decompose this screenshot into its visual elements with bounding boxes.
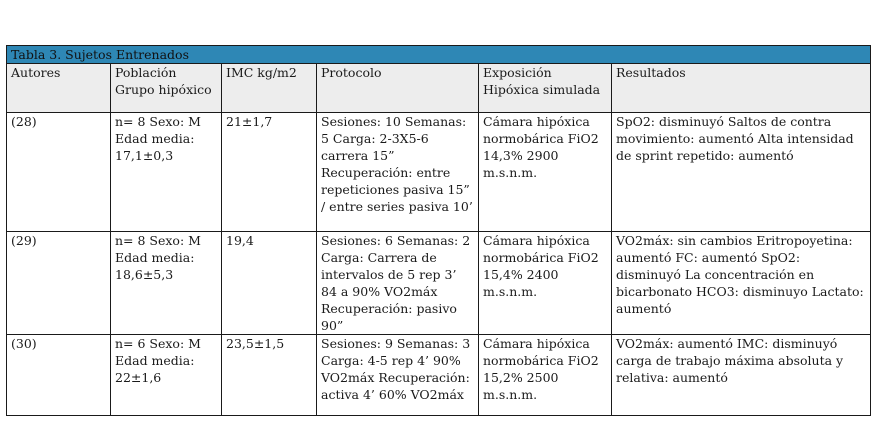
subjects-table <box>6 45 871 416</box>
cell-exposicion: Cámara hipóxica normobárica FiO2 14,3% 2900 m.s.n.m. <box>479 113 612 232</box>
table-container <box>6 45 870 416</box>
table-row <box>7 113 871 232</box>
cell-poblacion: n= 6 Sexo: M Edad media: 22±1,6 <box>111 335 222 416</box>
cell-protocolo: Sesiones: 9 Semanas: 3 Carga: 4-5 rep 4’ 90% VO2máx Recuperación: activa 4’ 60% VO2máx <box>317 335 479 416</box>
cell-resultados: VO2máx: sin cambios Eritropoyetina: aumentó FC: aumentó SpO2: disminuyó La concentración en bicarbonato HCO3: disminuyo Lactato: aumentó <box>612 232 871 335</box>
cell-protocolo: Sesiones: 6 Semanas: 2 Carga: Carrera de intervalos de 5 rep 3’ 84 a 90% VO2máx Recuperación: pasivo 90” <box>317 232 479 335</box>
table-caption-row <box>7 46 871 64</box>
header-autores: Autores <box>7 64 111 113</box>
header-protocolo: Protocolo <box>317 64 479 113</box>
table-row <box>7 232 871 335</box>
table-row <box>7 335 871 416</box>
cell-resultados: VO2máx: aumentó IMC: disminuyó carga de trabajo máxima absoluta y relativa: aumentó <box>612 335 871 416</box>
table-header-row <box>7 64 871 113</box>
cell-imc: 21±1,7 <box>222 113 317 232</box>
cell-autores: (28) <box>7 113 111 232</box>
cell-poblacion: n= 8 Sexo: M Edad media: 18,6±5,3 <box>111 232 222 335</box>
cell-protocolo: Sesiones: 10 Semanas: 5 Carga: 2-3X5-6 carrera 15” Recuperación: entre repeticiones pasiva 15” / entre series pasiva 10’ <box>317 113 479 232</box>
cell-imc: 23,5±1,5 <box>222 335 317 416</box>
cell-autores: (29) <box>7 232 111 335</box>
cell-exposicion: Cámara hipóxica normobárica FiO2 15,2% 2500 m.s.n.m. <box>479 335 612 416</box>
cell-resultados: SpO2: disminuyó Saltos de contra movimiento: aumentó Alta intensidad de sprint repetido: aumentó <box>612 113 871 232</box>
cell-autores: (30) <box>7 335 111 416</box>
header-resultados: Resultados <box>612 64 871 113</box>
table-caption: Tabla 3. Sujetos Entrenados <box>7 46 871 64</box>
header-poblacion: Población Grupo hipóxico <box>111 64 222 113</box>
cell-exposicion: Cámara hipóxica normobárica FiO2 15,4% 2400 m.s.n.m. <box>479 232 612 335</box>
cell-imc: 19,4 <box>222 232 317 335</box>
header-imc: IMC kg/m2 <box>222 64 317 113</box>
cell-poblacion: n= 8 Sexo: M Edad media: 17,1±0,3 <box>111 113 222 232</box>
header-exposicion: Exposición Hipóxica simulada <box>479 64 612 113</box>
